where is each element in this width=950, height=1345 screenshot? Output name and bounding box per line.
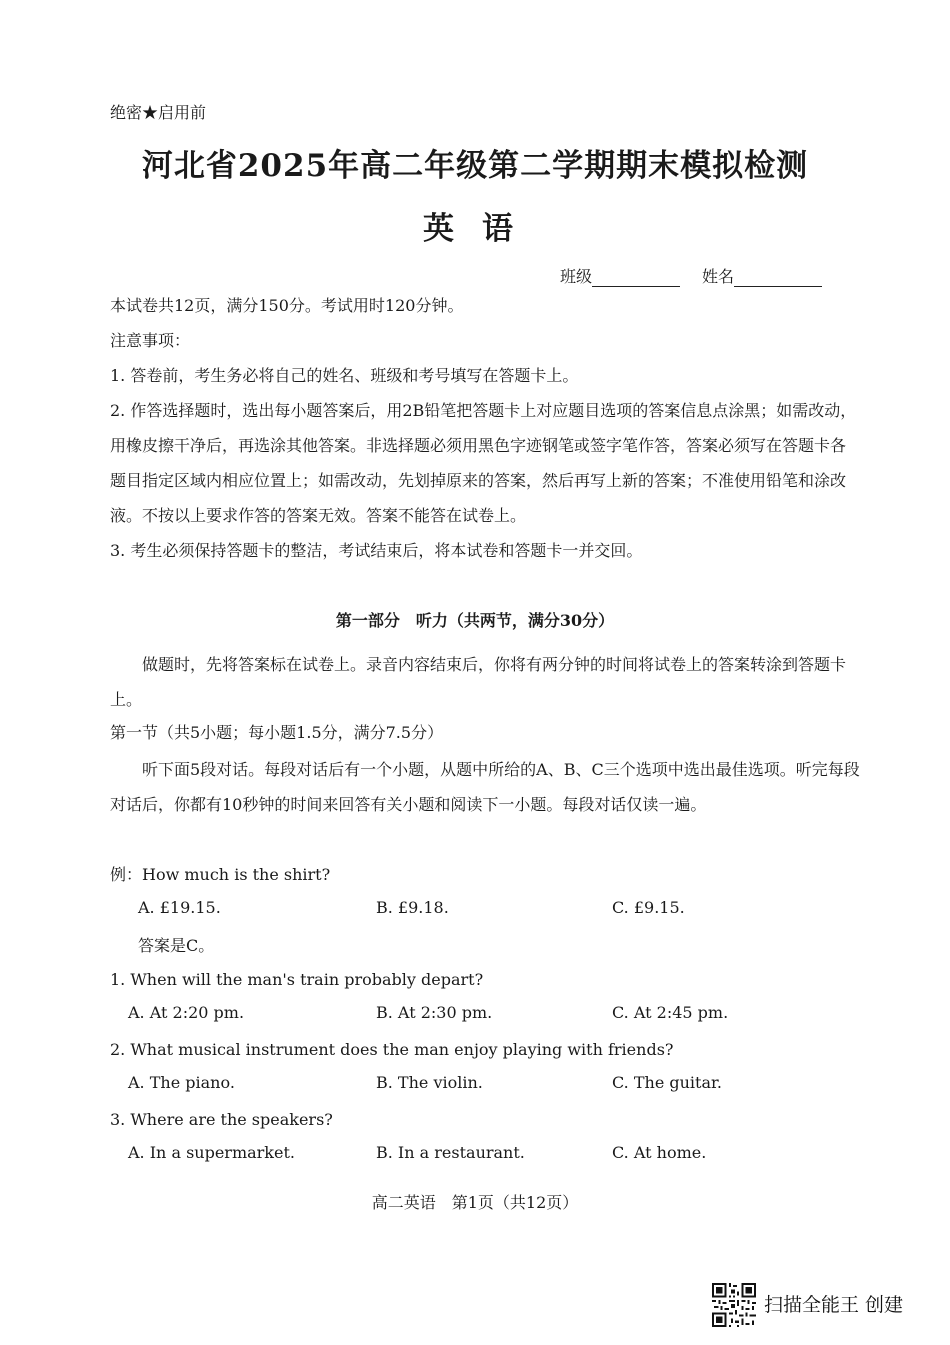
note-1: 1. 答卷前，考生务必将自己的姓名、班级和考号填写在答题卡上。	[110, 366, 579, 385]
question-2-option-c: C. The guitar.	[612, 1073, 722, 1092]
question-3-option-c: C. At home.	[612, 1143, 707, 1162]
question-1-option-a: A. At 2:20 pm.	[128, 1003, 245, 1022]
student-info-fields	[560, 264, 822, 287]
question-3-option-b: B. In a restaurant.	[376, 1143, 525, 1162]
note-2: 2. 作答选择题时，选出每小题答案后，用2B铅笔把答题卡上对应题目选项的答案信息点涂黑；如需改动，用橡皮擦干净后，再选涂其他答案。非选择题必须用黑色字迹钢笔或签字笔作答，答案必须写在答题卡各题目指定区域内相应位置上；如需改动，先划掉原来的答案，然后再写上新的答案；不准使用铅笔和涂改液。不按以上要求作答的答案无效。答案不能答在试卷上。	[110, 401, 857, 525]
confidential-label: 绝密★启用前	[110, 103, 207, 122]
example-question: 例：How much is the shirt?	[110, 865, 331, 884]
example-option-a: A. £19.15.	[138, 898, 221, 917]
question-1-option-b: B. At 2:30 pm.	[376, 1003, 493, 1022]
question-2-option-b: B. The violin.	[376, 1073, 483, 1092]
example-option-c: C. £9.15.	[612, 898, 685, 917]
qr-code-icon	[712, 1283, 756, 1327]
question-1-option-c: C. At 2:45 pm.	[612, 1003, 729, 1022]
page-footer: 高二英语 第1页（共12页）	[371, 1193, 579, 1212]
question-2: 2. What musical instrument does the man enjoy playing with friends?	[110, 1040, 674, 1059]
subject-title: 英语	[423, 211, 541, 247]
section1-title: 第一节（共5小题；每小题1.5分，满分7.5分）	[110, 723, 444, 742]
part1-intro: 做题时，先将答案标在试卷上。录音内容结束后，你将有两分钟的时间将试卷上的答案转涂到答题卡上。	[110, 655, 847, 709]
exam-summary: 本试卷共12页，满分150分。考试用时120分钟。	[110, 296, 464, 315]
question-3-option-a: A. In a supermarket.	[128, 1143, 295, 1162]
section1-intro: 听下面5段对话。每段对话后有一个小题，从题中所给的A、B、C三个选项中选出最佳选项。听完每段对话后，你都有10秒钟的时间来回答有关小题和阅读下一小题。每段对话仅读一遍。	[110, 760, 860, 814]
part1-heading: 第一部分 听力（共两节，满分30分）	[335, 611, 615, 630]
class-blank	[592, 268, 680, 287]
scanner-watermark: 扫描全能王 创建	[764, 1294, 904, 1316]
name-label: 姓名	[702, 267, 735, 286]
example-answer: 答案是C。	[138, 936, 215, 955]
name-blank	[734, 268, 822, 287]
note-3: 3. 考生必须保持答题卡的整洁，考试结束后，将本试卷和答题卡一并交回。	[110, 541, 643, 560]
exam-title: 河北省2025年高二年级第二学期期末模拟检测	[141, 148, 809, 184]
question-3: 3. Where are the speakers?	[110, 1110, 333, 1129]
example-option-b: B. £9.18.	[376, 898, 449, 917]
question-2-option-a: A. The piano.	[128, 1073, 235, 1092]
notes-title: 注意事项：	[110, 331, 191, 350]
class-label: 班级	[560, 267, 593, 286]
question-1: 1. When will the man's train probably depart?	[110, 970, 484, 989]
